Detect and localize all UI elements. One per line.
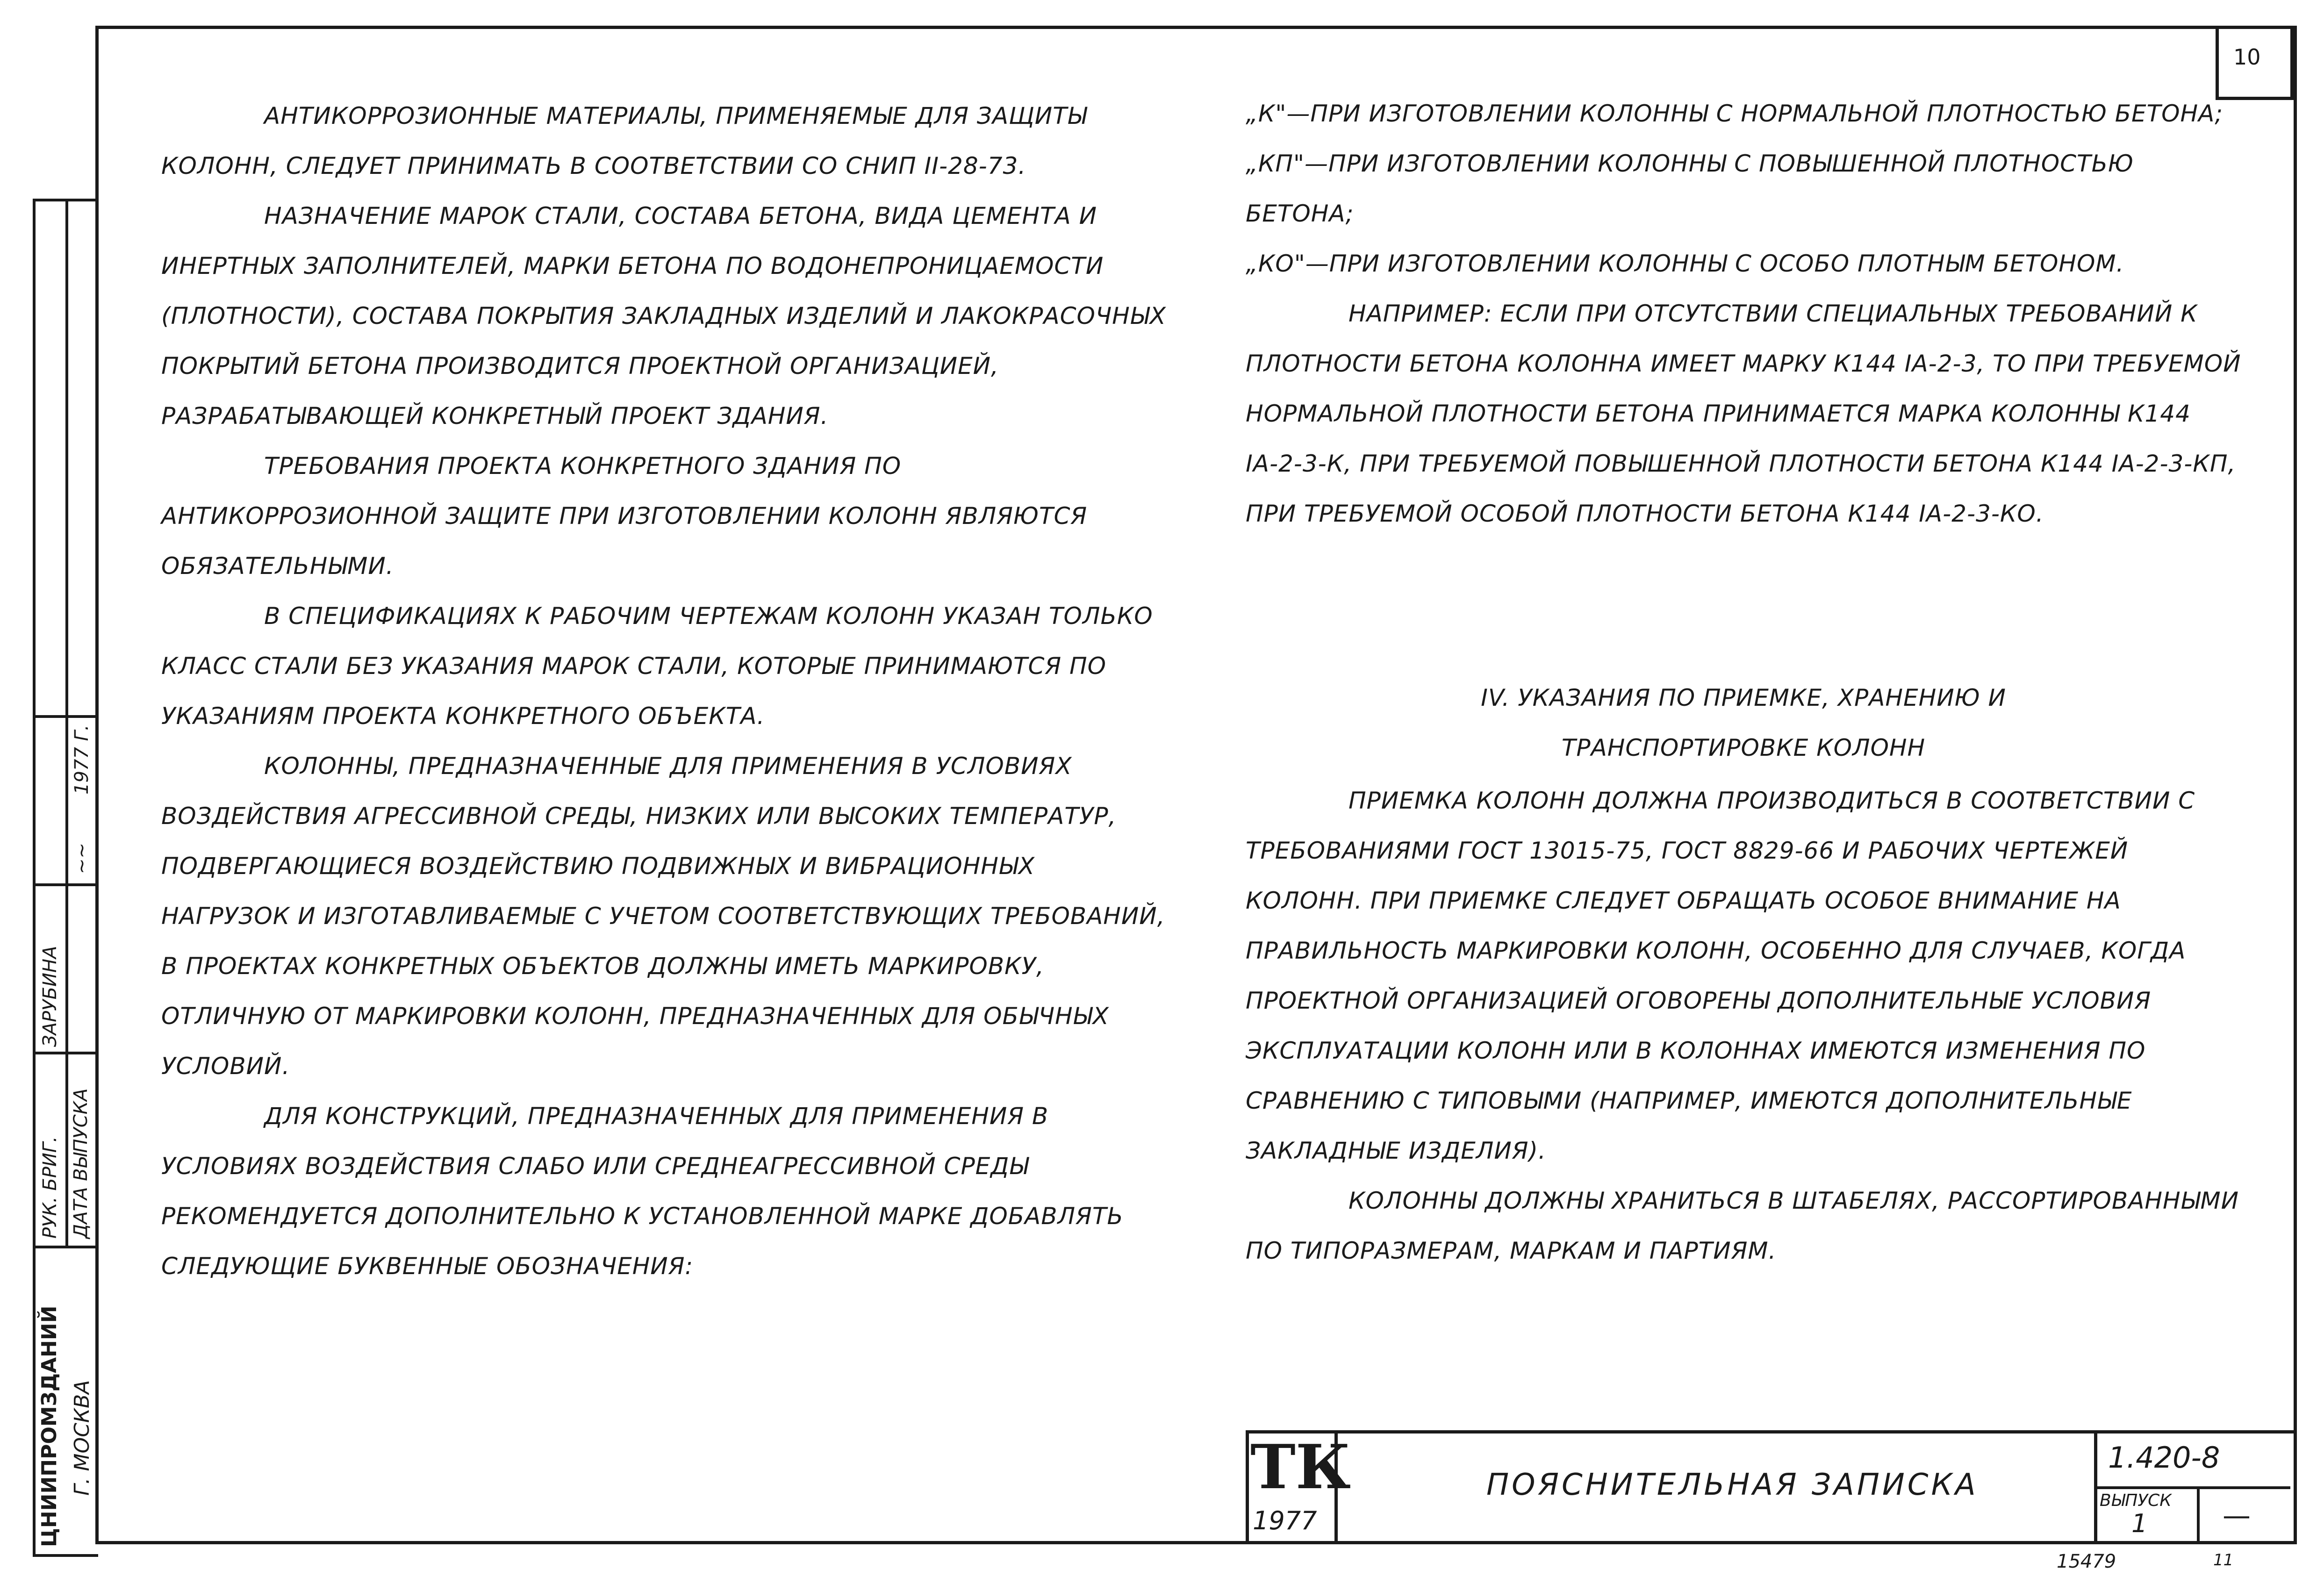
stamp-date: 1977 Г. (71, 724, 93, 795)
paragraph: КОЛОННЫ ДОЛЖНЫ ХРАНИТЬСЯ В ШТАБЕЛЯХ, РАССОРТИРОВАННЫМИ ПО ТИПОРАЗМЕРАМ, МАРКАМ И ПАРТИЯМ. (1246, 1187, 2239, 1264)
stamp-strip-sep3 (33, 1052, 98, 1054)
left-column (161, 91, 1171, 1291)
section-heading-line1: IV. УКАЗАНИЯ ПО ПРИЕМКЕ, ХРАНЕНИЮ И (1481, 684, 2006, 711)
stamp-organization: ЦНИИПРОМЗДАНИЙ (37, 1305, 61, 1547)
paragraph: НАПРИМЕР: ЕСЛИ ПРИ ОТСУТСТВИИ СПЕЦИАЛЬНЫХ ТРЕБОВАНИЙ К ПЛОТНОСТИ БЕТОНА КОЛОННА ИМЕЕТ МАРКУ К144 IА-2-3, ТО ПРИ ТРЕБУЕМОЙ НОРМАЛЬНОЙ ПЛОТНОСТИ БЕТОНА ПРИНИМАЕТСЯ МАРКА КОЛОННЫ К144 IА-2-3-К, ПРИ ТРЕБУЕМОЙ ПОВЫШЕННОЙ ПЛОТНОСТИ БЕТОНА К144 IА-2-3-КП, ПРИ ТРЕБУЕМОЙ ОСОБОЙ ПЛОТНОСТИ БЕТОНА К144 IА-2-3-КО. (1246, 300, 2241, 527)
list-item: „К"—ПРИ ИЗГОТОВЛЕНИИ КОЛОННЫ С НОРМАЛЬНОЙ ПЛОТНОСТЬЮ БЕТОНА; (1246, 100, 2224, 127)
paragraph: ТРЕБОВАНИЯ ПРОЕКТА КОНКРЕТНОГО ЗДАНИЯ ПО АНТИКОРРОЗИОННОЙ ЗАЩИТЕ ПРИ ИЗГОТОВЛЕНИИ КОЛОНН ЯВЛЯЮТСЯ ОБЯЗАТЕЛЬНЫМИ. (161, 452, 1088, 580)
stamp-signature: ~~ (71, 842, 93, 874)
paragraph: ПРИЕМКА КОЛОНН ДОЛЖНА ПРОИЗВОДИТЬСЯ В СООТВЕТСТВИИ С ТРЕБОВАНИЯМИ ГОСТ 13015-75, ГОСТ 8829-66 И РАБОЧИХ ЧЕРТЕЖЕЙ КОЛОНН. ПРИ ПРИЕМКЕ СЛЕДУЕТ ОБРАЩАТЬ ОСОБОЕ ВНИМАНИЕ НА ПРАВИЛЬНОСТЬ МАРКИРОВКИ КОЛОНН, ОСОБЕННО ДЛЯ СЛУЧАЕВ, КОГДА ПРОЕКТНОЙ ОРГАНИЗАЦИЕЙ ОГОВОРЕНЫ ДОПОЛНИТЕЛЬНЫЕ УСЛОВИЯ ЭКСПЛУАТАЦИИ КОЛОНН ИЛИ В КОЛОННАХ ИМЕЮТСЯ ИЗМЕНЕНИЯ ПО СРАВНЕНИЮ С ТИПОВЫМИ (НАПРИМЕР, ИМЕЮТСЯ ДОПОЛНИТЕЛЬНЫЕ ЗАКЛАДНЫЕ ИЗДЕЛИЯ). (1246, 787, 2195, 1164)
paragraph: ДЛЯ КОНСТРУКЦИЙ, ПРЕДНАЗНАЧЕННЫХ ДЛЯ ПРИМЕНЕНИЯ В УСЛОВИЯХ ВОЗДЕЙСТВИЯ СЛАБО ИЛИ СРЕДНЕАГРЕССИВНОЙ СРЕДЫ РЕКОМЕНДУЕТСЯ ДОПОЛНИТЕЛЬНО К УСТАНОВЛЕННОЙ МАРКЕ ДОБАВЛЯТЬ СЛЕДУЮЩИЕ БУКВЕННЫЕ ОБОЗНАЧЕНИЯ: (161, 1103, 1124, 1280)
list-item: „КП"—ПРИ ИЗГОТОВЛЕНИИ КОЛОННЫ С ПОВЫШЕННОЙ ПЛОТНОСТЬЮ БЕТОНА; (1246, 150, 2134, 227)
section-heading (1246, 673, 2241, 773)
issue-label: ВЫПУСК (2100, 1491, 2172, 1510)
paragraph: АНТИКОРРОЗИОННЫЕ МАТЕРИАЛЫ, ПРИМЕНЯЕМЫЕ ДЛЯ ЗАЩИТЫ КОЛОНН, СЛЕДУЕТ ПРИНИМАТЬ В СООТВЕТСТВИИ СО СНИП II-28-73. (161, 102, 1087, 179)
section-heading-line2: ТРАНСПОРТИРОВКЕ КОЛОНН (1561, 734, 1926, 761)
list-item: „КО"—ПРИ ИЗГОТОВЛЕНИИ КОЛОННЫ С ОСОБО ПЛОТНЫМ БЕТОНОМ. (1246, 250, 2124, 277)
stamp-strip-sep1 (33, 715, 98, 718)
stamp-role: РУК. БРИГ. (39, 1136, 61, 1239)
paragraph: НАЗНАЧЕНИЕ МАРОК СТАЛИ, СОСТАВА БЕТОНА, ВИДА ЦЕМЕНТА И ИНЕРТНЫХ ЗАПОЛНИТЕЛЕЙ, МАРКИ БЕТОНА ПО ВОДОНЕПРОНИЦАЕМОСТИ (ПЛОТНОСТИ), СОСТАВА ПОКРЫТИЯ ЗАКЛАДНЫХ ИЗДЕЛИЙ И ЛАКОКРАСОЧНЫХ ПОКРЫТИЙ БЕТОНА ПРОИЗВОДИТСЯ ПРОЕКТНОЙ ОРГАНИЗАЦИЕЙ, РАЗРАБАТЫВАЮЩЕЙ КОНКРЕТНЫЙ ПРОЕКТ ЗДАНИЯ. (161, 202, 1166, 430)
right-column-top (1246, 89, 2241, 539)
title-block-divider-right (2094, 1430, 2097, 1541)
document-code: 1.420-8 (2108, 1441, 2220, 1475)
stamp-strip-left (33, 199, 36, 1556)
stamp-city: Г. МОСКВА (70, 1380, 94, 1496)
paragraph: В СПЕЦИФИКАЦИЯХ К РАБОЧИМ ЧЕРТЕЖАМ КОЛОНН УКАЗАН ТОЛЬКО КЛАСС СТАЛИ БЕЗ УКАЗАНИЯ МАРОК СТАЛИ, КОТОРЫЕ ПРИНИМАЮТСЯ ПО УКАЗАНИЯМ ПРОЕКТА КОНКРЕТНОГО ОБЪЕКТА. (161, 602, 1153, 730)
stamp-strip-sep2 (33, 883, 98, 886)
stamp-strip-bottom (33, 1554, 98, 1557)
paragraph: КОЛОННЫ, ПРЕДНАЗНАЧЕННЫЕ ДЛЯ ПРИМЕНЕНИЯ В УСЛОВИЯХ ВОЗДЕЙСТВИЯ АГРЕССИВНОЙ СРЕДЫ, НИЗКИХ ИЛИ ВЫСОКИХ ТЕМПЕРАТУР, ПОДВЕРГАЮЩИЕСЯ ВОЗДЕЙСТВИЮ ПОДВИЖНЫХ И ВИБРАЦИОННЫХ НАГРУЗОК И ИЗГОТАВЛИВАЕМЫЕ С УЧЕТОМ СООТВЕТСТВУЮЩИХ ТРЕБОВАНИЙ, В ПРОЕКТАХ КОНКРЕТНЫХ ОБЪЕКТОВ ДОЛЖНЫ ИМЕТЬ МАРКИРОВКУ, ОТЛИЧНУЮ ОТ МАРКИРОВКИ КОЛОНН, ПРЕДНАЗНАЧЕННЫХ ДЛЯ ОБЫЧНЫХ УСЛОВИЙ. (161, 753, 1165, 1080)
stamp-issue-date-label: ДАТА ВЫПУСКА (70, 1088, 92, 1239)
right-column-bottom (1246, 776, 2241, 1276)
issue-number: 1 (2131, 1509, 2148, 1538)
logo: ТК (1250, 1431, 1351, 1503)
stamp-strip-sep4 (33, 1246, 98, 1248)
sheet-dash: — (2223, 1499, 2251, 1532)
stamp-name: ЗАРУБИНА (39, 946, 61, 1047)
page-number: 10 (2233, 44, 2261, 70)
sheet-number: 11 (2213, 1551, 2234, 1570)
logo-year: 1977 (1253, 1506, 1317, 1535)
document-title: ПОЯСНИТЕЛЬНАЯ ЗАПИСКА (1486, 1468, 1979, 1502)
inventory-number: 15479 (2057, 1551, 2116, 1572)
title-block-issue-divider (2197, 1486, 2200, 1541)
title-block-code-divider (2094, 1486, 2290, 1489)
stamp-strip-mid1 (65, 199, 68, 1246)
